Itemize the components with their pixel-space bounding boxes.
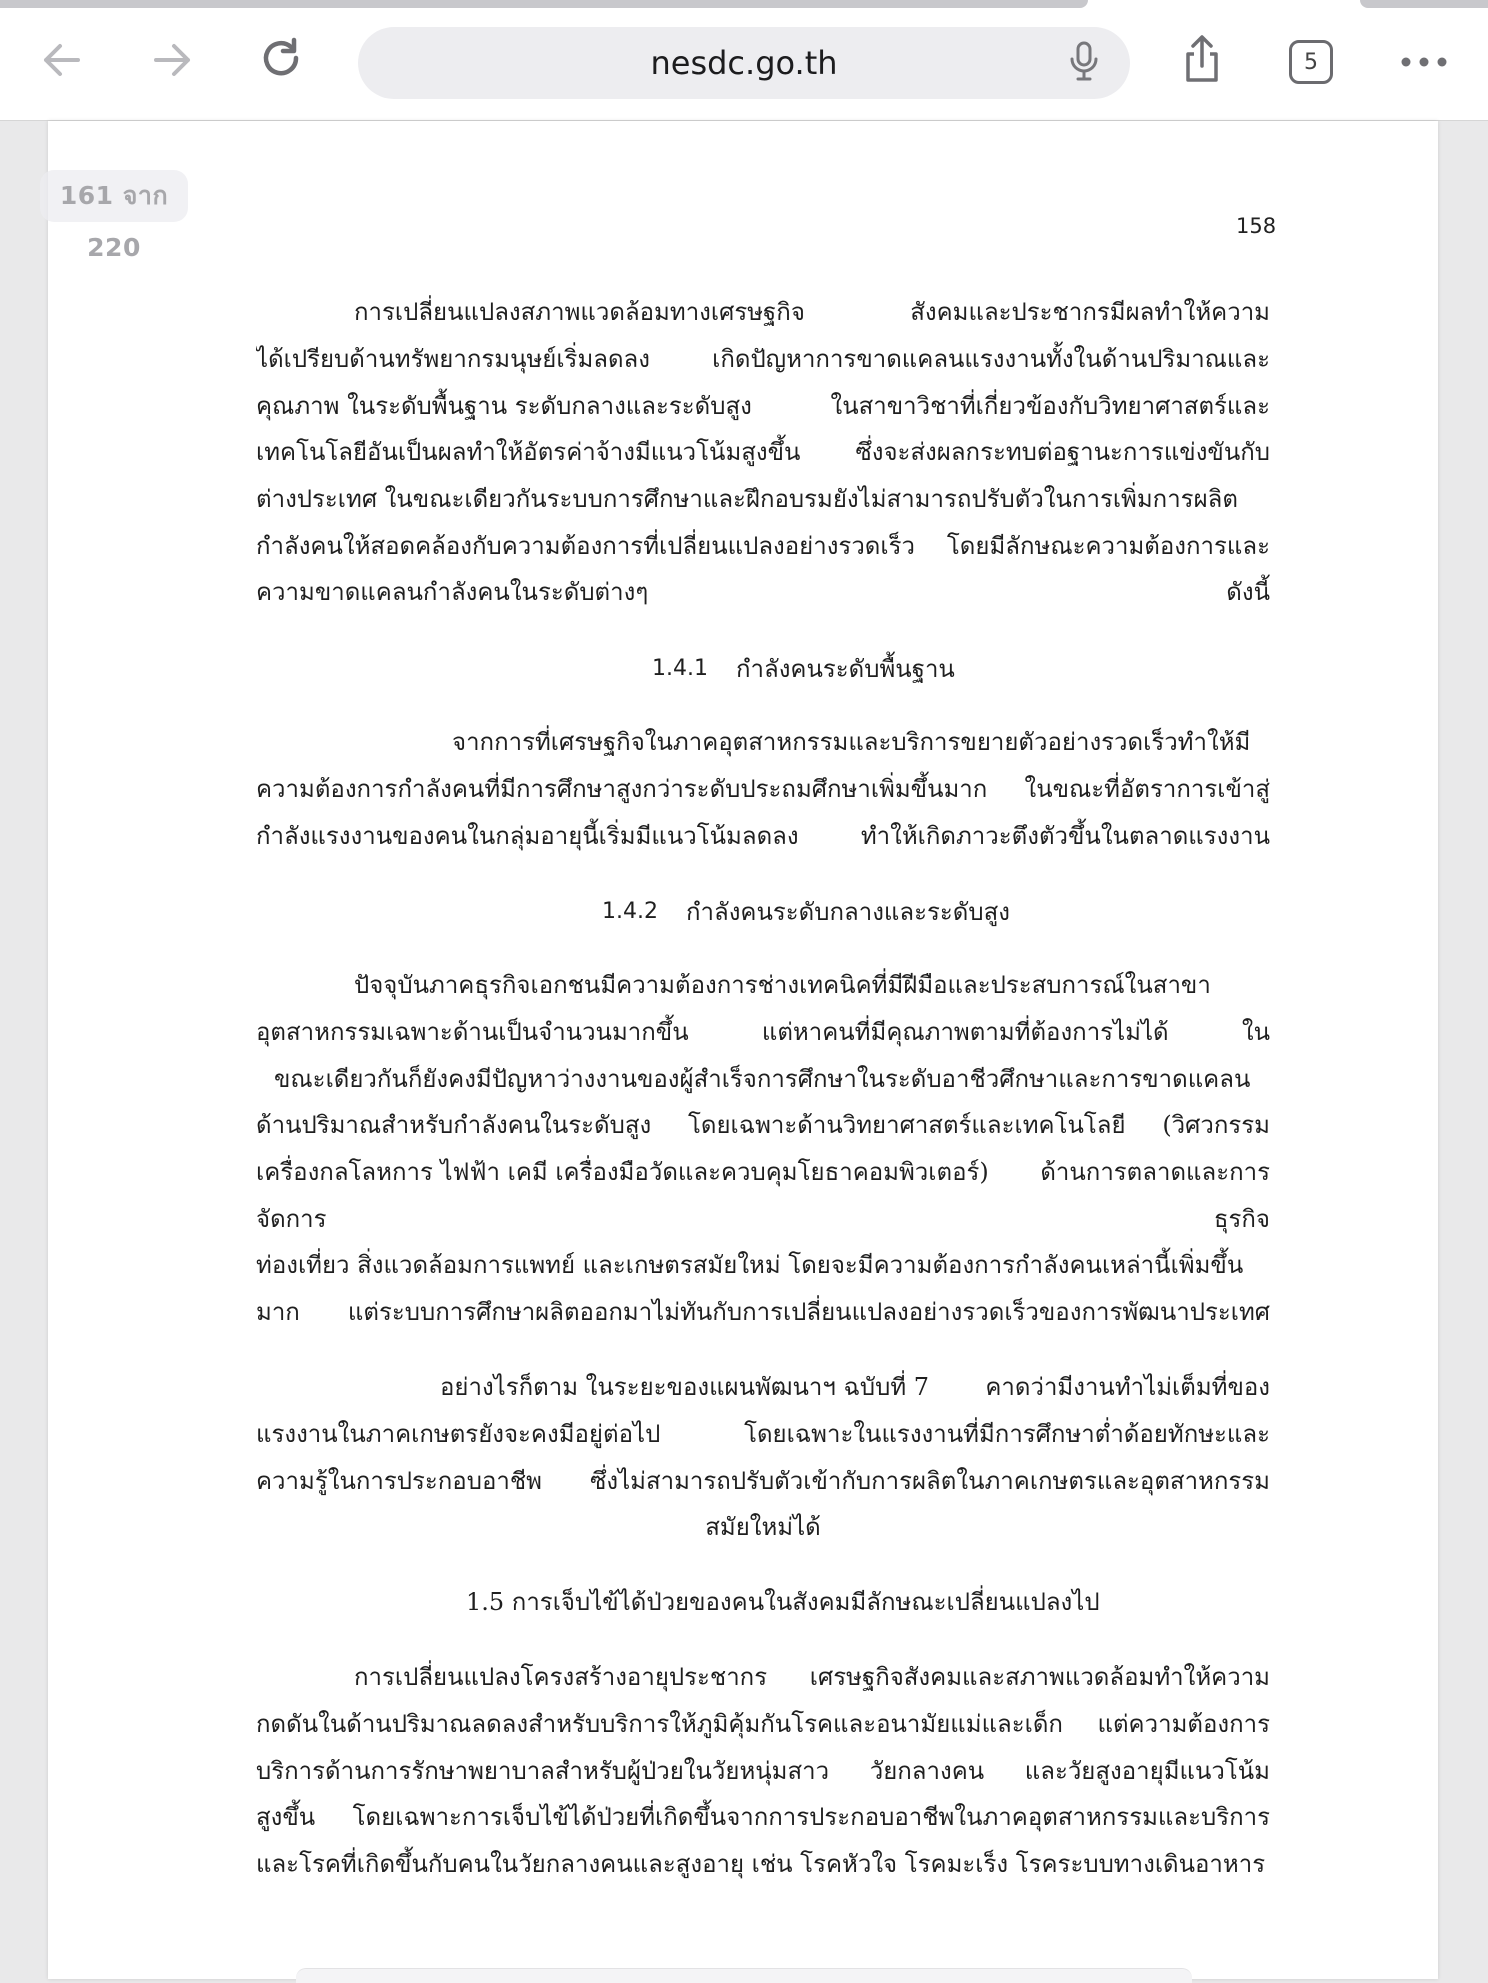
page-indicator: 161 จาก 220 bbox=[40, 170, 188, 222]
text-line: มาก แต่ระบบการศึกษาผลิตออกมาไม่ทันกับการเปลี่ยนแปลงอย่างรวดเร็วของการพัฒนาประเทศ bbox=[256, 1297, 1270, 1326]
text-line: ท่องเที่ยว สิ่งแวดล้อมการแพทย์ และเกษตรสมัยใหม่ โดยจะมีความต้องการกำลังคนเหล่านี้เพิ่มขึ้น bbox=[256, 1250, 1244, 1279]
text-line: บริการด้านการรักษาพยาบาลสำหรับผู้ป่วยในวัยหนุ่มสาว วัยกลางคน และวัยสูงอายุมีแนวโน้ม bbox=[256, 1756, 1270, 1785]
text-line: จากการที่เศรษฐกิจในภาคอุตสาหกรรมและบริการขยายตัวอย่างรวดเร็วทำให้มี bbox=[452, 727, 1251, 756]
text-line: กำลังแรงงานของคนในกลุ่มอายุนี้เริ่มมีแนวโน้มลดลง ทำให้เกิดภาวะตึงตัวขึ้นในตลาดแรงงาน bbox=[256, 821, 1270, 850]
text-line: การเปลี่ยนแปลงสภาพแวดล้อมทางเศรษฐกิจ สังคมและประชากรมีผลทำให้ความ bbox=[354, 297, 1270, 326]
text-line: และโรคที่เกิดขึ้นกับคนในวัยกลางคนและสูงอายุ เช่น โรคหัวใจ โรคมะเร็ง โรคระบบทางเดินอาหาร bbox=[256, 1849, 1266, 1878]
share-button[interactable] bbox=[1170, 30, 1234, 94]
url-text[interactable]: nesdc.go.th bbox=[650, 44, 838, 82]
page-number: 158 bbox=[1236, 214, 1277, 238]
arrow-left-icon bbox=[36, 34, 88, 90]
more-dots-icon bbox=[1400, 53, 1448, 72]
text-line: กดดันในด้านปริมาณลดลงสำหรับบริการให้ภูมิคุ้มกันโรคและอนามัยแม่และเด็ก แต่ความต้องการ bbox=[256, 1709, 1270, 1738]
section-heading-1-4-2: 1.4.2 กำลังคนระดับกลางและระดับสูง bbox=[602, 897, 1010, 926]
section-heading-1-5: 1.5 การเจ็บไข้ได้ป่วยของคนในสังคมมีลักษณะเปลี่ยนแปลงไป bbox=[466, 1587, 1100, 1616]
text-line: อย่างไรก็ตาม ในระยะของแผนพัฒนาฯ ฉบับที่ 7 คาดว่ามีงานทำไม่เต็มที่ของ bbox=[440, 1372, 1270, 1401]
text-line: สูงขึ้น โดยเฉพาะการเจ็บไข้ได้ป่วยที่เกิดขึ้นจากการประกอบอาชีพในภาคอุตสาหกรรมและบริการ bbox=[256, 1802, 1270, 1831]
text-line: ความขาดแคลนกำลังคนในระดับต่างๆ ดังนี้ bbox=[256, 577, 1270, 606]
more-menu-button[interactable] bbox=[1398, 40, 1450, 84]
address-bar[interactable] bbox=[358, 27, 1130, 99]
text-line: ต่างประเทศ ในขณะเดียวกันระบบการศึกษาและฝึกอบรมยังไม่สามารถปรับตัวในการเพิ่มการผลิต bbox=[256, 484, 1238, 513]
text-line: อุตสาหกรรมเฉพาะด้านเป็นจำนวนมากขึ้น แต่หาคนที่มีคุณภาพตามที่ต้องการไม่ได้ ใน bbox=[256, 1017, 1270, 1046]
tab-switcher-button[interactable]: 5 bbox=[1289, 40, 1333, 84]
text-line: ความต้องการกำลังคนที่มีการศึกษาสูงกว่าระดับประถมศึกษาเพิ่มขึ้นมาก ในขณะที่อัตราการเข้าสู่ bbox=[256, 774, 1270, 803]
reload-button[interactable] bbox=[250, 30, 314, 94]
text-line: กำลังคนให้สอดคล้องกับความต้องการที่เปลี่ยนแปลงอย่างรวดเร็ว โดยมีลักษณะความต้องการและ bbox=[256, 531, 1270, 560]
browser-toolbar bbox=[0, 0, 1488, 121]
text-line: ได้เปรียบด้านทรัพยากรมนุษย์เริ่มลดลง เกิดปัญหาการขาดแคลนแรงงานทั้งในด้านปริมาณและ bbox=[256, 344, 1270, 373]
text-line: ความรู้ในการประกอบอาชีพ ซึ่งไม่สามารถปรับตัวเข้ากับการผลิตในภาคเกษตรและอุตสาหกรรม bbox=[256, 1466, 1270, 1495]
microphone-icon bbox=[1067, 41, 1101, 85]
section-heading-1-4-1: 1.4.1 กำลังคนระดับพื้นฐาน bbox=[652, 654, 955, 683]
voice-search-button[interactable] bbox=[1062, 41, 1106, 85]
text-line: เทคโนโลยีอันเป็นผลทำให้อัตรค่าจ้างมีแนวโน้มสูงขึ้น ซึ่งจะส่งผลกระทบต่อฐานะการแข่งขันกับ bbox=[256, 437, 1270, 466]
tab-strip-edge bbox=[1360, 0, 1488, 8]
text-line: จัดการ ธุรกิจ bbox=[256, 1204, 1270, 1233]
text-line: ปัจจุบันภาคธุรกิจเอกชนมีความต้องการช่างเทคนิคที่มีฝีมือและประสบการณ์ในสาขา bbox=[354, 970, 1211, 999]
bottom-sheet-handle bbox=[296, 1968, 1192, 1983]
tab-strip-edge bbox=[0, 0, 1088, 8]
forward-button[interactable] bbox=[140, 30, 204, 94]
text-line: การเปลี่ยนแปลงโครงสร้างอายุประชากร เศรษฐกิจสังคมและสภาพแวดล้อมทำให้ความ bbox=[354, 1662, 1270, 1691]
text-line: แรงงานในภาคเกษตรยังจะคงมีอยู่ต่อไป โดยเฉพาะในแรงงานที่มีการศึกษาต่ำด้อยทักษะและ bbox=[256, 1419, 1270, 1448]
text-line: เครื่องกลโลหการ ไฟฟ้า เคมี เครื่องมือวัดและควบคุมโยธาคอมพิวเตอร์) ด้านการตลาดและการ bbox=[256, 1157, 1270, 1186]
share-icon bbox=[1176, 34, 1228, 90]
text-line: คุณภาพ ในระดับพื้นฐาน ระดับกลางและระดับสูง ในสาขาวิชาที่เกี่ยวข้องกับวิทยาศาสตร์และ bbox=[256, 391, 1270, 420]
text-line: ด้านปริมาณสำหรับกำลังคนในระดับสูง โดยเฉพาะด้านวิทยาศาสตร์และเทคโนโลยี (วิศวกรรม bbox=[256, 1110, 1270, 1139]
arrow-right-icon bbox=[146, 34, 198, 90]
back-button[interactable] bbox=[30, 30, 94, 94]
text-line: สมัยใหม่ได้ bbox=[705, 1512, 821, 1541]
text-line: ขณะเดียวกันก็ยังคงมีปัญหาว่างงานของผู้สำเร็จการศึกษาในระดับอาชีวศึกษาและการขาดแคลน bbox=[274, 1064, 1251, 1093]
reload-icon bbox=[256, 34, 308, 90]
